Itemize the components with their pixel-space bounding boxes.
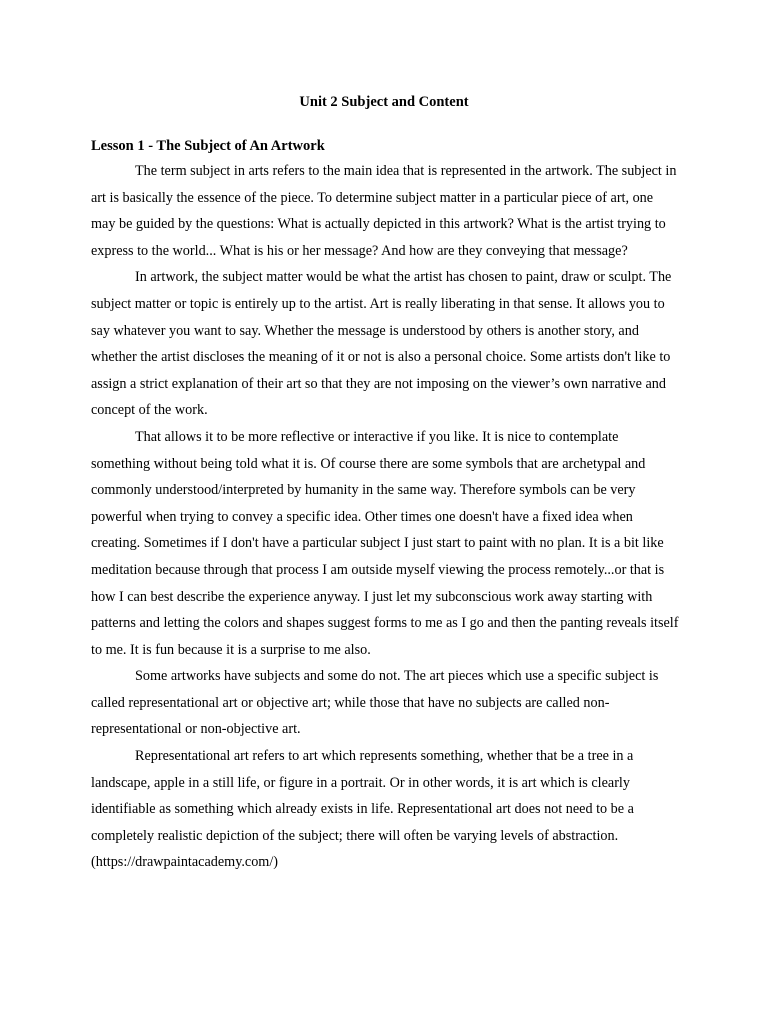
document-body xyxy=(91,136,681,876)
lesson-heading: Lesson 1 - The Subject of An Artwork xyxy=(91,138,325,154)
paragraph-representational-types: Some artworks have subjects and some do not. The art pieces which use a specific subject is called representational art or objective art; while those that have no subjects are called non-representational or non-objective art. xyxy=(91,668,659,738)
paragraph-subject-matter: In artwork, the subject matter would be what the artist has chosen to paint, draw or sculpt. The subject matter or topic is entirely up to the artist. Art is really liberating in that sense. It allows you to say whatever you want to say. Whether the message is understood by others is another story, and whether the artist discloses the meaning of it or not is also a personal choice. Some artists don't like to assign a strict explanation of their art so that they are not imposing on the viewer’s own narrative and concept of the work. xyxy=(91,269,672,419)
page-title: Unit 2 Subject and Content xyxy=(299,94,469,110)
paragraph-reflective: That allows it to be more reflective or interactive if you like. It is nice to contemplate something without being told what it is. Of course there are some symbols that are archetypal and commonly understood/interpreted by humanity in the same way. Therefore symbols can be very powerful when trying to convey a specific idea. Other times one doesn't have a fixed idea when creating. Sometimes if I don't have a particular subject I just start to paint with no plan. It is a bit like meditation because through that process I am outside myself viewing the process remotely...or that is how I can best describe the experience anyway. I just let my subconscious work away starting with patterns and letting the colors and shapes suggest forms to me as I go and then the panting reveals itself to me. It is fun because it is a surprise to me also. xyxy=(91,428,679,658)
paragraph-representational-art: Representational art refers to art which represents something, whether that be a tree in a landscape, apple in a still life, or figure in a portrait. Or in other words, it is art which is clearly identifiable as something which already exists in life. Representational art does not need to be a completely realistic depiction of the subject; there will often be varying levels of abstraction. xyxy=(91,748,634,844)
source-citation: (https://drawpaintacademy.com/) xyxy=(91,854,278,871)
paragraph-subject-definition: The term subject in arts refers to the main idea that is represented in the artwork. The subject in art is basically the essence of the piece. To determine subject matter in a particular piece of art, one may be guided by the questions: What is actually depicted in this artwork? What is the artist trying to express to the world... What is his or her message? And how are they conveying that message? xyxy=(91,163,677,259)
